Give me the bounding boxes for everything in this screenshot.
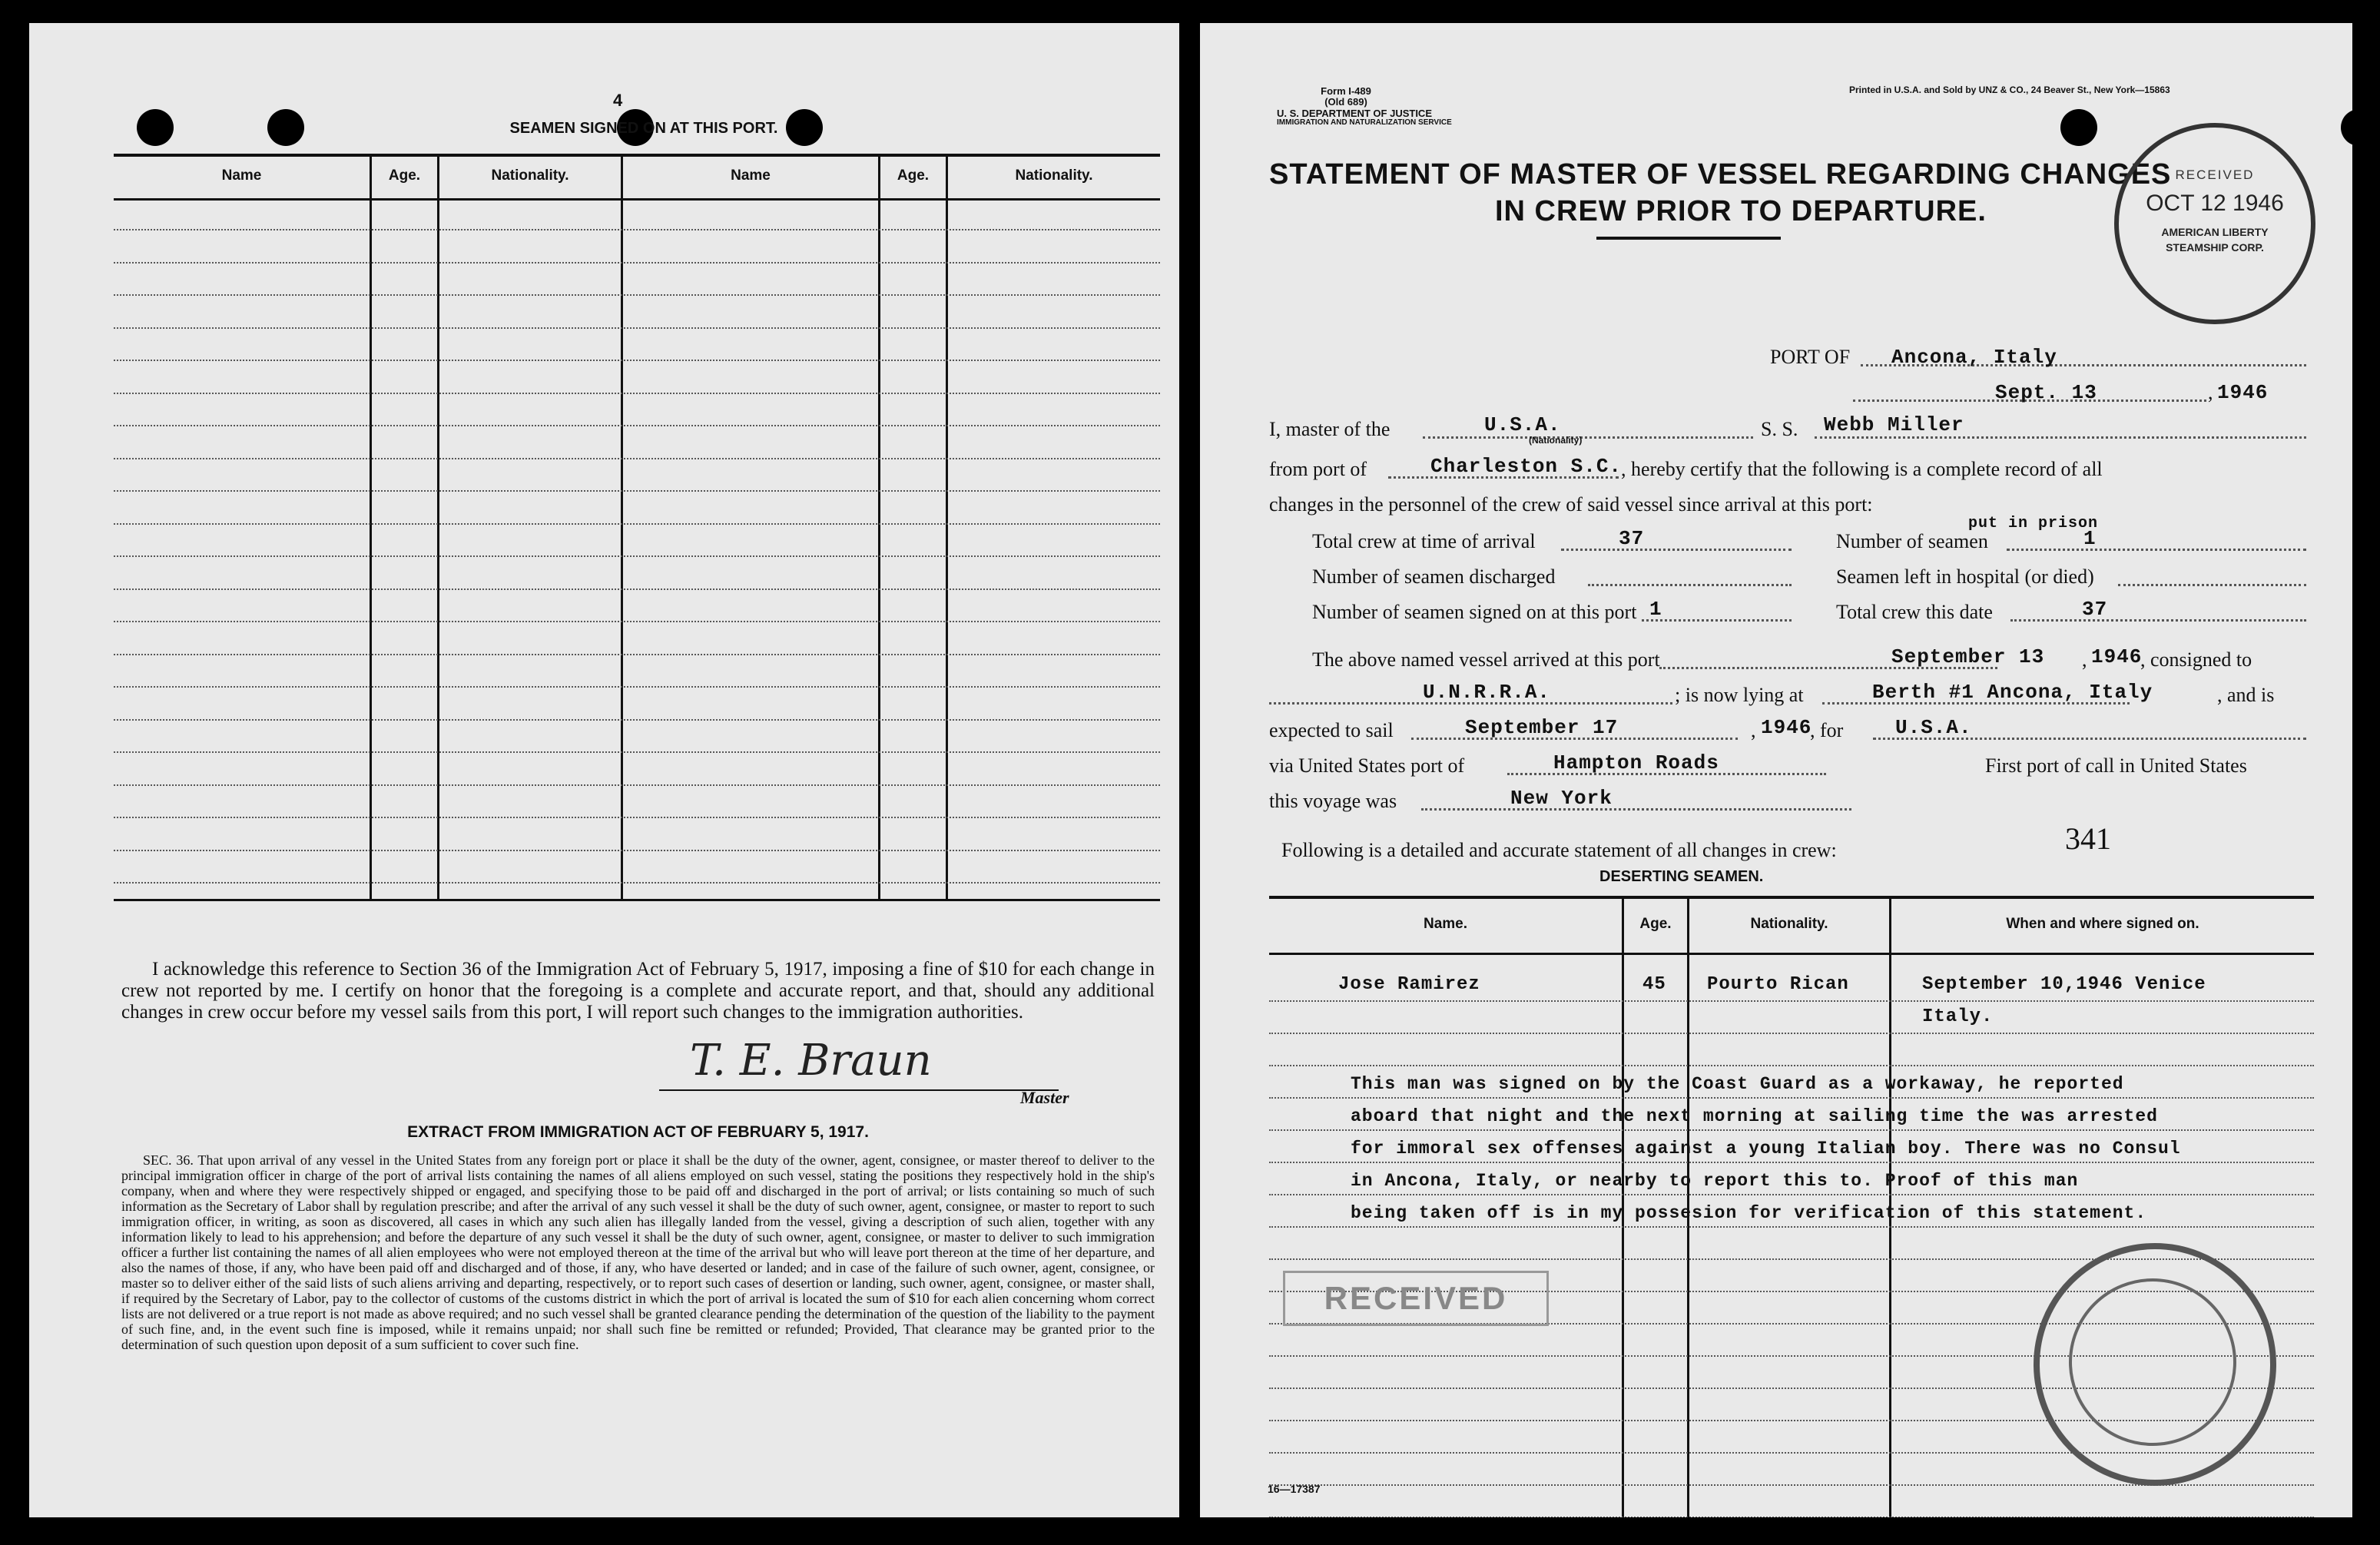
voyage-value: New York xyxy=(1510,787,1613,810)
total-crew-arrival: 37 xyxy=(1619,527,1645,550)
table-row xyxy=(1269,1000,2314,1002)
service: IMMIGRATION AND NATURALIZATION SERVICE xyxy=(1277,118,1452,127)
table-row xyxy=(114,588,1160,590)
table-row xyxy=(114,360,1160,361)
consignee-value: U.N.R.R.A. xyxy=(1423,681,1551,704)
remark-line: in Ancona, Italy, or nearby to report this to. Proof of this man xyxy=(1351,1171,2079,1191)
table-row xyxy=(114,719,1160,721)
remark-line: being taken off is in my possesion for verification of this statement. xyxy=(1351,1203,2147,1223)
table-row xyxy=(114,425,1160,426)
year-value: 1946 xyxy=(2217,381,2269,404)
port-stamp xyxy=(2034,1243,2276,1486)
table-row xyxy=(114,751,1160,753)
form-footer: 16—17387 xyxy=(1268,1483,1321,1495)
column-header-nationality: Nationality. xyxy=(491,167,569,184)
table-row xyxy=(114,458,1160,459)
extract-text: SEC. 36. That upon arrival of any vessel in the United States from any foreign port or place it shall be the duty of the owner, agent, consignee, or master thereof to deliver to the principal immigration officer in charge of the port of arrival lists containing the names of all aliens employed on such vessel, stating the positions they respectively hold in the ship's company, when and where they were respectively shipped or engaged, and specifying those to be paid off and discharged in the port of arrival; or lists containing so much of such information as the Secretary of Labor shall by regulation prescribe; and after the arrival of any such vessel it shall be the duty of such owner, agent, consignee, or master to report to such immigration officer, in writing, as soon as discovered, all cases in which any such alien has illegally landed from the vessel, giving a description of such alien, together with any information likely to lead to his apprehension; and before the departure of any such vessel it shall be the duty of such owner, agent, consignee, or master to deliver to such immigration officer a further list containing the names of all alien employees who were not employed thereon at the time of the arrival but who will leave port thereon at the time of her departure, and also the names of those, if any, who have been paid off and discharged and of those, if any, who have deserted or landed; and in case of the failure of such owner, agent, consignee, or master so to deliver either of the said lists of such aliens arriving and departing, respectively, or to report such cases of desertion or landing, such owner, agent, consignee, or master shall, if required by the Secretary of Labor, pay to the collector of customs of the customs district in which the port of arrival is located the sum of $10 for each alien concerning whom correct lists are not delivered or a true report is not made as above required; and no such vessel shall be granted clearance pending the determination of the question of the liability to the payment of such fine, and, in the event such fine is imposed, while it remains unpaid; nor shall such fine be remitted or refunded; Provided, That clearance may be granted prior to the determination of such question upon deposit of a sum sufficient to cover such fine. xyxy=(121,1152,1155,1352)
left-page xyxy=(29,23,1179,1517)
remark-line: for immoral sex offenses against a young Italian boy. There was no Consul xyxy=(1351,1139,2181,1159)
form-title-line2: IN CREW PRIOR TO DEPARTURE. xyxy=(1495,195,1987,227)
column-header-nationality: Nationality. xyxy=(1015,167,1093,184)
nationality-value: U.S.A. xyxy=(1484,413,1561,436)
punch-hole xyxy=(267,109,304,146)
total-crew-date: 37 xyxy=(2082,598,2108,621)
table-row xyxy=(114,327,1160,329)
via-value: Hampton Roads xyxy=(1553,751,1719,774)
ship-name: Webb Miller xyxy=(1824,413,1964,436)
section-title: SEAMEN SIGNED ON AT THIS PORT. xyxy=(509,120,778,137)
right-page: Form I-489 (Old 689) U. S. DEPARTMENT OF JUSTICE IMMIGRATION AND NATURALIZATION SERVICE Printed in U.S.A. and Sold by UNZ & CO., 24 Beaver St., New York—15863 STATEMENT OF MASTER OF VESSEL REGARDING CHANGES IN CREW PRIOR TO DEPARTURE. RECEIVED OCT 12 1946 AMERICAN LIBERTY STEAMSHIP CORP. PORT OF Ancona, Italy Sept. 13 , 1946 I, master of the U.S.A. (Nationality) S. S. Webb Miller from port of Charleston S.C. , hereby certify that the following is a complete record of all changes in the personnel of the crew of said vessel since arrival at this port: Total crew at time of arrival 37 Number of seamen put in prison 1 Number of seamen discharged Seamen left in hospital (or died) Number of seamen signed on at this port 1 Total crew this date 37 The above named vessel arrived at this port September 13 , 1946 , consigned to U.N.R.R.A. ; is now lying at Berth #1 Ancona, Italy , and is expected to sail September 17 , 1946 , for U.S.A. via United States port of Hampton Roads First port of call in United States this voyage was New York Following is a detailed and accurate statement of all changes in crew: 341 DESERTING SEAMEN. Name. Age. Nationality. When and where signed on. Jose Ramirez 45 Pourto Rican September 10,1946 Venice Italy. This man was signed on by the Coast Guard as a workaway, he reported aboard that night and the next morning at sailing time the was arrested for immoral sex offenses against a young Italian boy. There was no Consul in Ancona, Italy, or nearby to report this to. Proof of this man being taken off is in my possesion for verification of this statement. RECEIVED 16—17387 xyxy=(1200,23,2352,1517)
remark-line: aboard that night and the next morning at sailing time the was arrested xyxy=(1351,1106,2158,1126)
received-stamp: RECEIVED OCT 12 1946 AMERICAN LIBERTY STEAMSHIP CORP. xyxy=(2114,123,2315,324)
column-header-name: Name xyxy=(221,167,262,184)
table-row xyxy=(1269,1033,2314,1034)
deserter-name: Jose Ramirez xyxy=(1338,974,1480,995)
extract-title: EXTRACT FROM IMMIGRATION ACT OF FEBRUARY 5, 1917. xyxy=(407,1123,869,1141)
from-port-value: Charleston S.C. xyxy=(1430,455,1623,478)
deserter-nationality: Pourto Rican xyxy=(1707,974,1849,995)
form-old-number: (Old 689) xyxy=(1324,96,1367,108)
table-row xyxy=(1269,1065,2314,1066)
table-row xyxy=(1269,1226,2314,1228)
table-row xyxy=(1269,1162,2314,1163)
column-header-nationality: Nationality. xyxy=(1750,916,1828,932)
column-header-signed-on: When and where signed on. xyxy=(2006,916,2199,932)
punch-hole xyxy=(2060,109,2097,146)
lying-value: Berth #1 Ancona, Italy xyxy=(1872,681,2153,704)
deserting-title: DESERTING SEAMEN. xyxy=(1599,868,1764,885)
table-row xyxy=(1269,1129,2314,1131)
arrived-year: 1946 xyxy=(2091,645,2143,668)
table-row xyxy=(114,262,1160,264)
form-number-block xyxy=(1284,86,1407,108)
column-header-name: Name xyxy=(731,167,771,184)
column-header-age: Age. xyxy=(388,167,421,184)
table-row xyxy=(114,393,1160,394)
port-label: PORT OF xyxy=(1770,346,1851,368)
table-row xyxy=(114,229,1160,230)
form-title-line1: STATEMENT OF MASTER OF VESSEL REGARDING CHANGES xyxy=(1269,158,2172,191)
table-row xyxy=(114,555,1160,557)
table-row xyxy=(114,523,1160,525)
punch-hole xyxy=(2341,109,2352,146)
remark-line: This man was signed on by the Coast Guard as a workaway, he reported xyxy=(1351,1074,2124,1094)
number-seamen-value: 1 xyxy=(2083,527,2097,550)
table-row xyxy=(114,784,1160,786)
table-row xyxy=(114,621,1160,622)
table-row xyxy=(114,686,1160,688)
received-stamp-faint: RECEIVED xyxy=(1283,1271,1549,1326)
deserter-signed-on-place: Italy. xyxy=(1922,1006,1994,1027)
for-value: U.S.A. xyxy=(1895,716,1972,739)
master-signature: T. E. Braun xyxy=(690,1036,932,1086)
form-number: Form I-489 xyxy=(1321,85,1371,97)
table-row xyxy=(114,850,1160,851)
punch-hole xyxy=(137,109,174,146)
stamp-date: OCT 12 1946 xyxy=(2146,191,2284,216)
handwritten-number: 341 xyxy=(2065,821,2111,856)
deserter-age: 45 xyxy=(1642,974,1666,995)
deserter-signed-on: September 10,1946 Venice xyxy=(1922,974,2206,995)
expected-year: 1946 xyxy=(1761,716,1812,739)
arrived-value: September 13 xyxy=(1891,645,2045,668)
table-row xyxy=(114,490,1160,492)
column-header-age: Age. xyxy=(897,167,930,184)
port-value: Ancona, Italy xyxy=(1891,346,2057,369)
table-row xyxy=(1269,1097,2314,1099)
table-row xyxy=(114,654,1160,655)
date-value: Sept. 13 xyxy=(1995,381,2097,404)
signed-on-value: 1 xyxy=(1649,598,1662,621)
printer-line: Printed in U.S.A. and Sold by UNZ & CO., 24 Beaver St., New York—15863 xyxy=(1849,85,2170,95)
table-row xyxy=(114,882,1160,884)
page-number: 4 xyxy=(613,91,623,110)
table-row xyxy=(114,817,1160,818)
table-row xyxy=(114,294,1160,296)
column-header-name: Name. xyxy=(1423,916,1468,932)
department: U. S. DEPARTMENT OF JUSTICE xyxy=(1277,108,1432,119)
column-header-age: Age. xyxy=(1639,916,1672,932)
table-row xyxy=(1269,1194,2314,1195)
signature-role: Master xyxy=(1020,1088,1069,1107)
expected-value: September 17 xyxy=(1465,716,1619,739)
acknowledgement-text: I acknowledge this reference to Section 36 of the Immigration Act of February 5, 1917, imposing a fine of $10 for each change in crew not reported by me. I certify on honor that the foregoing is a complete and accurate report, and that, should any additional changes in crew occur before my vessel sails from this port, I will report such changes to the immigration authorities. xyxy=(121,959,1155,1023)
